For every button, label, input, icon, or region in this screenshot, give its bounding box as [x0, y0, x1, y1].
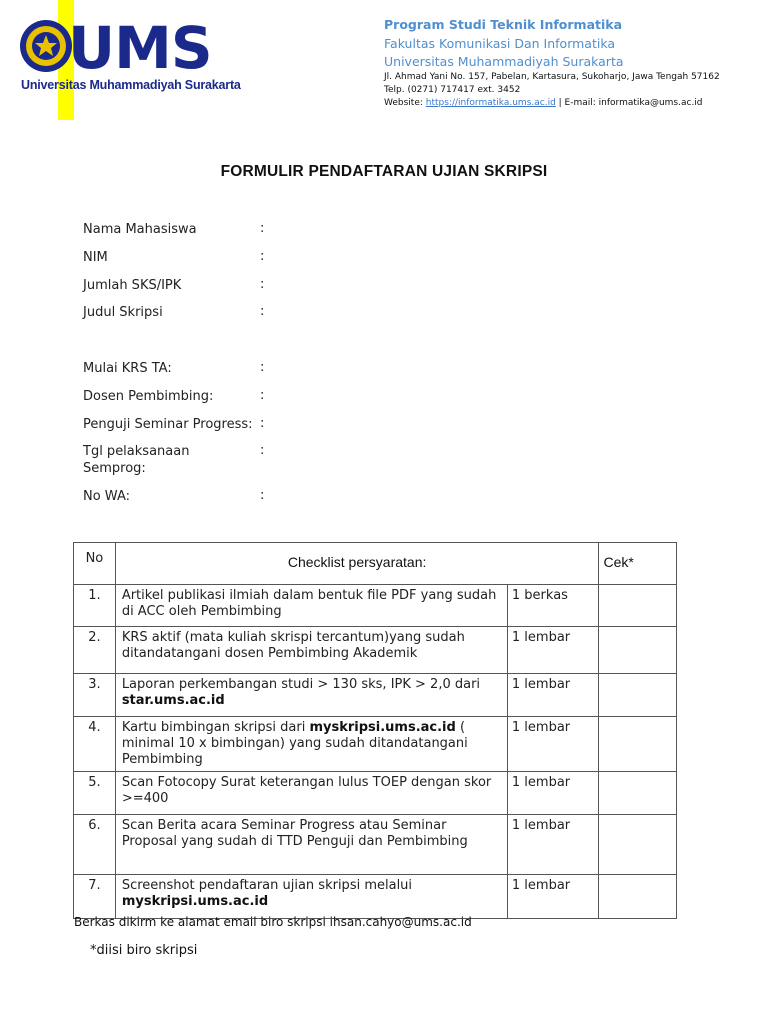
requirement-text: Laporan perkembangan studi > 130 sks, IPK > 2,0 dari [121, 677, 481, 692]
row-number: 1. [74, 585, 116, 627]
row-check-cell[interactable] [599, 717, 677, 772]
phone: Telp. (0271) 717417 ext. 3452 [384, 85, 521, 95]
row-quantity: 1 berkas [507, 585, 599, 627]
field-colon: : [260, 443, 265, 458]
row-check-cell[interactable] [599, 815, 677, 875]
requirement-text: Kartu bimbingan skripsi dari [121, 720, 306, 735]
field-label-dosen: Dosen Pembimbing: [83, 389, 214, 404]
row-number: 6. [74, 815, 116, 875]
email-label: | E-mail: informatika@ums.ac.id [558, 98, 703, 108]
header-checklist: Checklist persyaratan: [115, 543, 599, 585]
row-check-cell[interactable] [599, 674, 677, 717]
field-colon: : [260, 488, 265, 503]
website-label: Website: [384, 98, 423, 108]
field-label-no-wa: No WA: [83, 489, 130, 504]
footnote: *diisi biro skripsi [90, 943, 198, 958]
field-label-tgl-semprog: Tgl pelaksanaan Semprog: [83, 444, 190, 476]
university-header: Universitas Muhammadiyah Surakarta [384, 54, 624, 69]
field-colon: : [260, 416, 265, 431]
form-title: FORMULIR PENDAFTARAN UJIAN SKRIPSI [220, 163, 548, 180]
program-name: Program Studi Teknik Informatika [384, 17, 623, 32]
row-number: 5. [74, 772, 116, 815]
row-number: 3. [74, 674, 116, 717]
contact-line [384, 98, 703, 108]
table-row [74, 627, 677, 674]
row-number: 4. [74, 717, 116, 772]
row-requirement: Scan Berita acara Seminar Progress atau Seminar Proposal yang sudah di TTD Penguji dan Pembimbing [115, 815, 507, 875]
checklist-table [73, 542, 677, 919]
ums-logo: UMS [68, 14, 212, 82]
row-quantity: 1 lembar [507, 815, 599, 875]
row-requirement [115, 717, 507, 772]
field-colon: : [260, 304, 265, 319]
table-row [74, 674, 677, 717]
table-row [74, 815, 677, 875]
field-label-mulai-krs: Mulai KRS TA: [83, 361, 172, 376]
faculty-name: Fakultas Komunikasi Dan Informatika [384, 36, 615, 51]
row-requirement [115, 875, 507, 919]
website-link[interactable]: https://informatika.ums.ac.id [425, 98, 556, 108]
row-check-cell[interactable] [599, 772, 677, 815]
row-quantity: 1 lembar [507, 674, 599, 717]
field-colon: : [260, 360, 265, 375]
row-quantity: 1 lembar [507, 717, 599, 772]
row-quantity: 1 lembar [507, 772, 599, 815]
field-colon: : [260, 221, 265, 236]
row-requirement: Artikel publikasi ilmiah dalam bentuk file PDF yang sudah di ACC oleh Pembimbing [115, 585, 507, 627]
row-check-cell[interactable] [599, 627, 677, 674]
table-row [74, 772, 677, 815]
field-label-nama: Nama Mahasiswa [83, 222, 197, 237]
table-row [74, 585, 677, 627]
row-requirement [115, 674, 507, 717]
row-check-cell[interactable] [599, 875, 677, 919]
row-requirement: KRS aktif (mata kuliah skrispi tercantum)yang sudah ditandatangani dosen Pembimbing Akademik [115, 627, 507, 674]
header-cek: Cek* [599, 543, 677, 585]
field-colon: : [260, 388, 265, 403]
row-quantity: 1 lembar [507, 627, 599, 674]
requirement-text-2: ( minimal 10 x bimbingan) yang sudah ditandatangani Pembimbing [121, 720, 468, 767]
field-label-judul: Judul Skripsi [83, 305, 163, 320]
university-seal-icon [18, 18, 74, 74]
row-requirement: Scan Fotocopy Surat keterangan lulus TOEP dengan skor >=400 [115, 772, 507, 815]
table-header-row [74, 543, 677, 585]
row-check-cell[interactable] [599, 585, 677, 627]
requirement-link-text: myskripsi.ums.ac.id [121, 894, 269, 909]
logo-university-name: Universitas Muhammadiyah Surakarta [21, 78, 241, 92]
field-label-nim: NIM [83, 250, 108, 265]
row-number: 2. [74, 627, 116, 674]
email-note: Berkas dikirm ke alamat email biro skripsi ihsan.cahyo@ums.ac.id [74, 915, 472, 929]
row-number: 7. [74, 875, 116, 919]
field-colon: : [260, 277, 265, 292]
table-row [74, 717, 677, 772]
address: Jl. Ahmad Yani No. 157, Pabelan, Kartasura, Sukoharjo, Jawa Tengah 57162 [384, 72, 720, 82]
table-row [74, 875, 677, 919]
requirement-link-text: myskripsi.ums.ac.id [309, 720, 456, 735]
requirement-link-text: star.ums.ac.id [121, 693, 225, 708]
field-label-penguji: Penguji Seminar Progress: [83, 417, 253, 432]
header-no: No [74, 543, 116, 585]
field-label-sks-ipk: Jumlah SKS/IPK [83, 278, 182, 293]
requirement-text: Screenshot pendaftaran ujian skripsi melalui [121, 878, 413, 893]
field-colon: : [260, 249, 265, 264]
row-quantity: 1 lembar [507, 875, 599, 919]
